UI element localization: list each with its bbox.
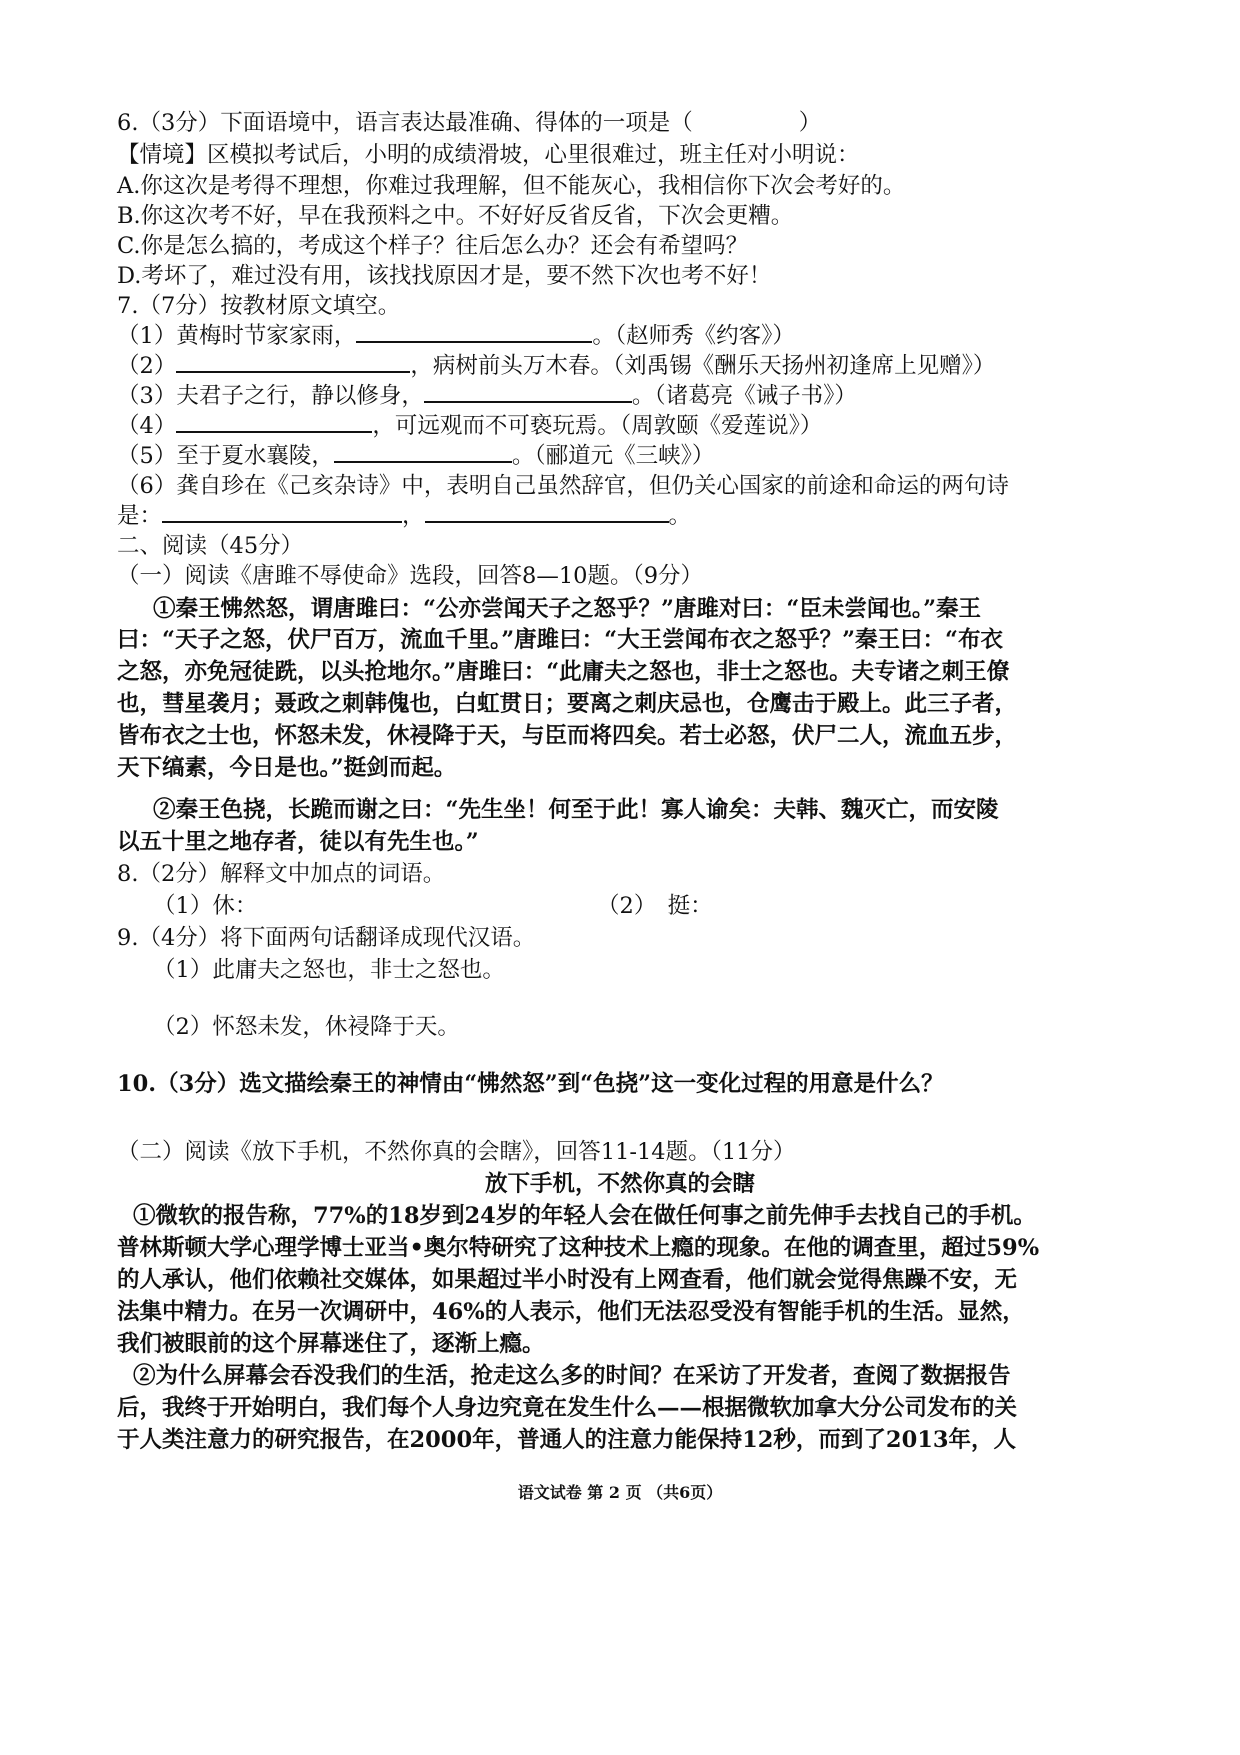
q6-option-b: B.你这次考不好，早在我预料之中。不好好反省反省，下次会更糟。 [117,203,794,229]
q7-item-2-source: ，病树前头万木春。（刘禹锡《酬乐天扬州初逢席上见赠》） [410,353,996,379]
q7-item-3 [117,380,857,412]
q7-item-5-source: 。（郦道元《三峡》） [511,443,715,469]
article-p2-line: 后，我终于开始明白，我们每个人身边究竟在发生什么——根据微软加拿大分公司发布的关 [117,1395,1018,1421]
q6-stem-end: ） [798,110,822,136]
article-p1-line: 法集中精力。在另一次调研中，46%的人表示，他们无法忍受没有智能手机的生活。显然， [117,1299,1025,1325]
fill-blank[interactable] [425,501,669,523]
passage-2-line: 以五十里之地存者，徒以有先生也。” [117,829,479,855]
q7-item-5 [117,440,714,472]
q10-stem: 10.（3分）选文描绘秦王的神情由“怫然怒”到“色挠”这一变化过程的用意是什么？ [117,1071,944,1097]
q7-item-6-answer [117,500,691,532]
fill-blank[interactable] [176,351,410,373]
article-p1-line: ①微软的报告称，77%的18岁到24岁的年轻人会在做任何事之前先伸手去找自己的手机。 [133,1203,1036,1229]
passage-1-line: 之怒，亦免冠徒跣，以头抢地尔。”唐雎曰：“此庸夫之怒也，非士之怒也。夫专诸之刺王僚 [117,659,1010,685]
article-title: 放下手机，不然你真的会瞎 [484,1171,755,1197]
q7-item-1-source: 。（赵师秀《约客》） [592,323,795,349]
q7-item-3-source: 。（诸葛亮《诫子书》） [631,383,857,409]
part-1-heading: （一）阅读《唐雎不辱使命》选段，回答8—10题。（9分） [117,563,704,589]
fill-blank[interactable] [162,501,402,523]
q9-item-1: （1）此庸夫之怒也，非士之怒也。 [153,957,505,983]
article-p2-line: 于人类注意力的研究报告，在2000年，普通人的注意力能保持12秒，而到了2013年，人 [117,1427,1017,1453]
q9-item-2: （2）怀怒未发，休祲降于天。 [153,1014,460,1040]
fill-blank[interactable] [176,411,372,433]
q7-item-6-label: 是： [117,503,163,529]
passage-1-line: 曰：“天子之怒，伏尸百万，流血千里。”唐雎曰：“大王尝闻布衣之怒乎？”秦王曰：“布衣 [117,627,1003,653]
q8-item-1: （1）休： [153,893,258,919]
q7-stem: 7.（7分）按教材原文填空。 [117,293,401,319]
article-p2-line: ②为什么屏幕会吞没我们的生活，抢走这么多的时间？在采访了开发者，查阅了数据报告 [133,1363,1011,1389]
part-2-heading: （二）阅读《放下手机，不然你真的会瞎》，回答11-14题。（11分） [117,1139,796,1165]
passage-1-line: ①秦王怫然怒，谓唐雎曰：“公亦尝闻天子之怒乎？”唐雎对曰：“臣未尝闻也。”秦王 [153,596,982,622]
q7-item-1-text: （1）黄梅时节家家雨， [117,323,357,349]
q7-item-6: （6）龚自珍在《己亥杂诗》中，表明自己虽然辞官，但仍关心国家的前途和命运的两句诗 [117,473,1009,499]
q6-option-c: C.你是怎么搞的，考成这个样子？往后怎么办？还会有希望吗？ [117,233,749,259]
fill-blank[interactable] [356,321,592,343]
q9-stem: 9.（4分）将下面两句话翻译成现代汉语。 [117,925,536,951]
q8-stem: 8.（2分）解释文中加点的词语。 [117,861,446,887]
q7-item-4-source: ，可远观而不可亵玩焉。（周敦颐《爱莲说》） [372,413,823,439]
passage-1-line: 天下缟素，今日是也。”挺剑而起。 [117,755,457,781]
q7-item-3-text: （3）夫君子之行，静以修身， [117,383,424,409]
article-p1-line: 普林斯顿大学心理学博士亚当•奥尔特研究了这种技术上瘾的现象。在他的调查里，超过59% [117,1235,1040,1261]
passage-2-line: ②秦王色挠，长跪而谢之曰：“先生坐！何至于此！寡人谕矣：夫韩、魏灭亡，而安陵 [153,797,999,823]
q6-context: 【情境】区模拟考试后，小明的成绩滑坡，心里很难过，班主任对小明说： [117,142,860,168]
q7-item-4-text: （4） [117,413,177,439]
q7-item-6-comma: ， [402,503,425,529]
section-2-heading: 二、阅读（45分） [117,533,304,559]
q7-item-5-text: （5）至于夏水襄陵， [117,443,334,469]
q8-item-2: （2） 挺： [597,893,713,919]
q6-stem [117,107,821,139]
q7-item-2-text: （2） [117,353,177,379]
fill-blank[interactable] [334,441,512,463]
q6-option-a: A.你这次是考得不理想，你难过我理解，但不能灰心，我相信你下次会考好的。 [117,173,906,199]
q7-item-2 [117,350,995,382]
article-p1-line: 我们被眼前的这个屏幕迷住了，逐渐上瘾。 [117,1331,545,1357]
q6-option-d: D.考坏了，难过没有用，该找找原因才是，要不然下次也考不好！ [117,263,772,289]
q7-item-6-period: 。 [668,503,692,529]
q6-stem-text: 6.（3分）下面语境中，语言表达最准确、得体的一项是（ [117,110,693,136]
q7-item-4 [117,410,822,442]
page-footer: 语文试卷 第 2 页 （共6页） [517,1483,723,1502]
article-p1-line: 的人承认，他们依赖社交媒体，如果超过半小时没有上网查看，他们就会觉得焦躁不安，无 [117,1267,1018,1293]
q7-item-1 [117,320,795,352]
passage-1-line: 也，彗星袭月；聂政之刺韩傀也，白虹贯日；要离之刺庆忌也，仓鹰击于殿上。此三子者， [117,691,1018,717]
fill-blank[interactable] [424,381,632,403]
passage-1-line: 皆布衣之士也，怀怒未发，休祲降于天，与臣而将四矣。若士必怒，伏尸二人，流血五步， [117,723,1018,749]
